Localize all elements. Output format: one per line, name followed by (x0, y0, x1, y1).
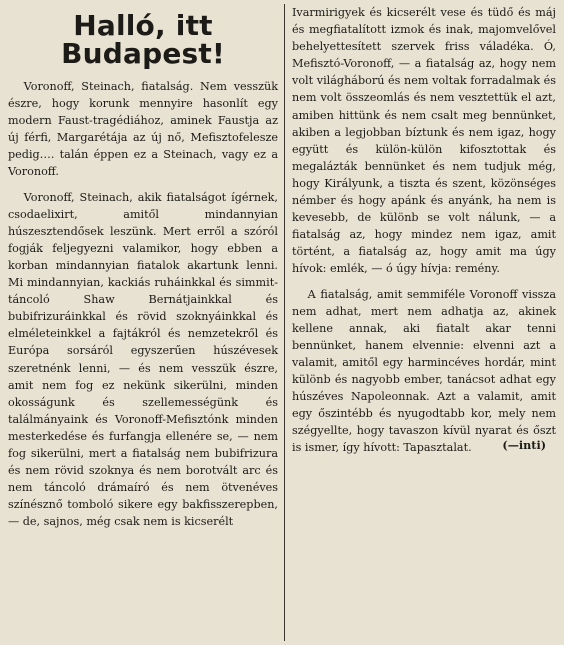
right-column (292, 0, 556, 464)
author-signature: (—inti) (502, 438, 546, 453)
left-column (8, 0, 278, 538)
paragraph-right-2: A fiatalság, amit semmiféle Voronoff vissza nem adhat, mert nem adhatja az, akinek kellene annak, aki fiatalt akar tenni bennünket, hanem elvennie: elvenni azt a valamit, amitől egy harmincéves hordár, mint különb és nagyobb ember, tanácsot adhat egy húszéves Napoleonnak. Azt a valamit, amit egy őszintébb és nyugodtabb kor, mely nem szégyellte, hogy tavaszon kívül nyarat és őszt is ismer, így hívott: Tapasztalat. (292, 287, 556, 455)
paragraph-left-1: Voronoff, Steinach, fiatalság. Nem vesszük észre, hogy korunk mennyire hasonlít egy modern Faust-tragédiához, aminek Faustja az új férfi, Margarétája az új nő, Mefisztofelesze pedig…. talán éppen ez a Steinach, vagy ez a Voronoff. (8, 80, 278, 179)
paragraph-left-2: Voronoff, Steinach, akik fiatalságot ígérnek, csodaelixirt, amitől mindannyian húszesztendősek leszünk. Mert erről a szóról fogják feljegyezni valamikor, hogy ebben a korban mindannyian fiatalok akartunk lenni. Mi mindannyian, kackiás ruháinkkal és simmit-táncoló Shaw Bernátjainkkal és bubifrizuráinkkal és rövid szoknyáinkkal és elméleteinkkel a fajtákról és nemzetekről és Európa sorsáról egyszerűen húszévesek szeretnénk lenni, — és nem vesszük észre, amit nem fog ez nekünk sikerülni, minden okosságunk és szellemességünk és találmányaink és Voronoff-Mefisztónk minden mesterkedése és furfangja ellenére se, — nem fog sikerülni, mert a fiatalság nem bubifrizura és nem rövid szoknya és nem borotvált arc és nem táncoló drámaíró és nem ötvenéves színésznő tomboló sikere egy bakfisszerepben, — de, sajnos, még csak nem is kicserélt (8, 190, 278, 529)
article-title: Halló, itt Budapest! (61, 9, 225, 70)
paragraph-right-1: Ivarmirigyek és kicserélt vese és tüdő és máj és megfiatalított izmok és inak, majomvelővel behelyettesített szervek friss váladéka. Ó, Mefisztó-Voronoff, — a fiatalság az, hogy nem volt világháború és nem voltak forradalmak és nem volt összeomlás és nem vesztettük el azt, amiben hittünk és nem csalt meg bennünket, akiben a legjobban bíztunk és nem igaz, hogy együtt és külön-külön kifosztottak és megalázták bennünket és nem tudjuk még, hogy Királyunk, a tiszta és szent, közönséges némber és hogy apánk és anyánk, ha nem is kevesebb, de különb se volt nálunk, — a fiatalság az, hogy mindez nem igaz, amit történt, a fiatalság az, hogy amit ma úgy hívok: emlék, — ó úgy hívja: remény. (292, 6, 556, 276)
column-divider (284, 4, 285, 641)
